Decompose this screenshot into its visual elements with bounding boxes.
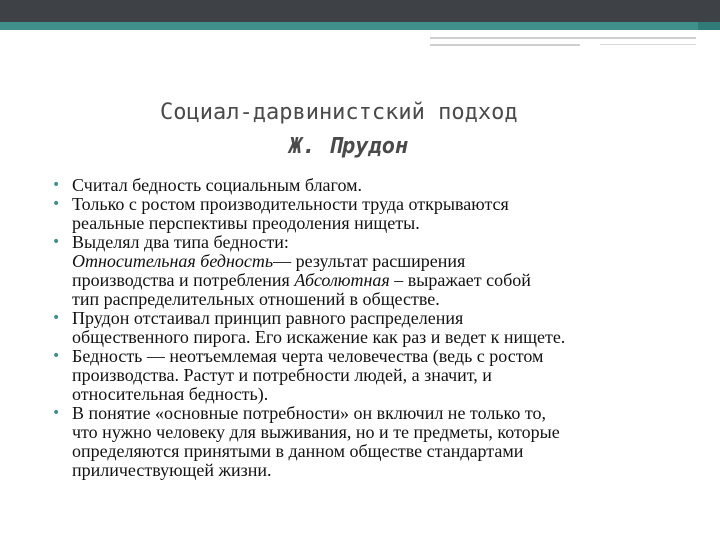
bullet-text: общественного пирога. Его искажение как раз и ведет к нищете. [72,327,566,347]
bullet-text: Бедность — неотъемлемая черта человечества (ведь с ростом [72,346,544,366]
list-item [52,404,682,480]
decorative-line [430,44,580,46]
bullet-text: тип распределительных отношений в обществе. [72,289,440,309]
bullet-text: производства. Растут и потребности людей, а значит, и [72,365,492,385]
list-item [52,309,682,347]
header-accent-bar [0,22,720,30]
bullet-text: В понятие «основные потребности» он включил не только то, [72,403,546,423]
decorative-line [430,37,696,39]
list-item [52,233,682,309]
list-item [52,347,682,404]
bullet-list [52,176,682,480]
decorative-line [600,44,696,45]
absolute-poverty-definition: – выражает собой [389,270,531,290]
bullet-icon: • [52,177,61,193]
absolute-poverty-term: Абсолютная [294,270,390,290]
bullet-text: реальные перспективы преодоления нищеты. [72,213,420,233]
poverty-type-line [72,271,682,290]
bullet-text: определяются принятыми в данном обществе стандартами [72,441,524,461]
list-item [52,195,682,233]
header-bar [0,0,720,22]
bullet-text: что нужно человеку для выживания, но и те предметы, которые [72,422,560,442]
bullet-text: Считал бедность социальным благом. [72,175,363,195]
relative-poverty-definition: — результат расширения [273,251,466,271]
bullet-icon: • [52,405,61,421]
bullet-text: Прудон отстаивал принцип равного распределения [72,308,464,328]
bullet-icon: • [52,196,61,212]
bullet-text: Выделял два типа бедности: [72,232,289,252]
bullet-text: приличествующей жизни. [72,460,272,480]
title-line-2: Ж. Прудон [289,134,409,159]
bullet-text: относительная бедность). [72,384,269,404]
bullet-icon: • [52,234,61,250]
header-accent-corner [698,22,720,30]
bullet-icon: • [52,310,61,326]
title-line-1: Социал-дарвинистский подход [160,100,518,125]
bullet-text: Только с ростом производительности труда открываются [72,194,509,214]
list-item [52,176,682,195]
relative-poverty-term: Относительная бедность [72,251,274,271]
poverty-type-line [72,252,682,271]
bullet-icon: • [52,348,61,364]
bullet-text: производства и потребления [72,270,295,290]
